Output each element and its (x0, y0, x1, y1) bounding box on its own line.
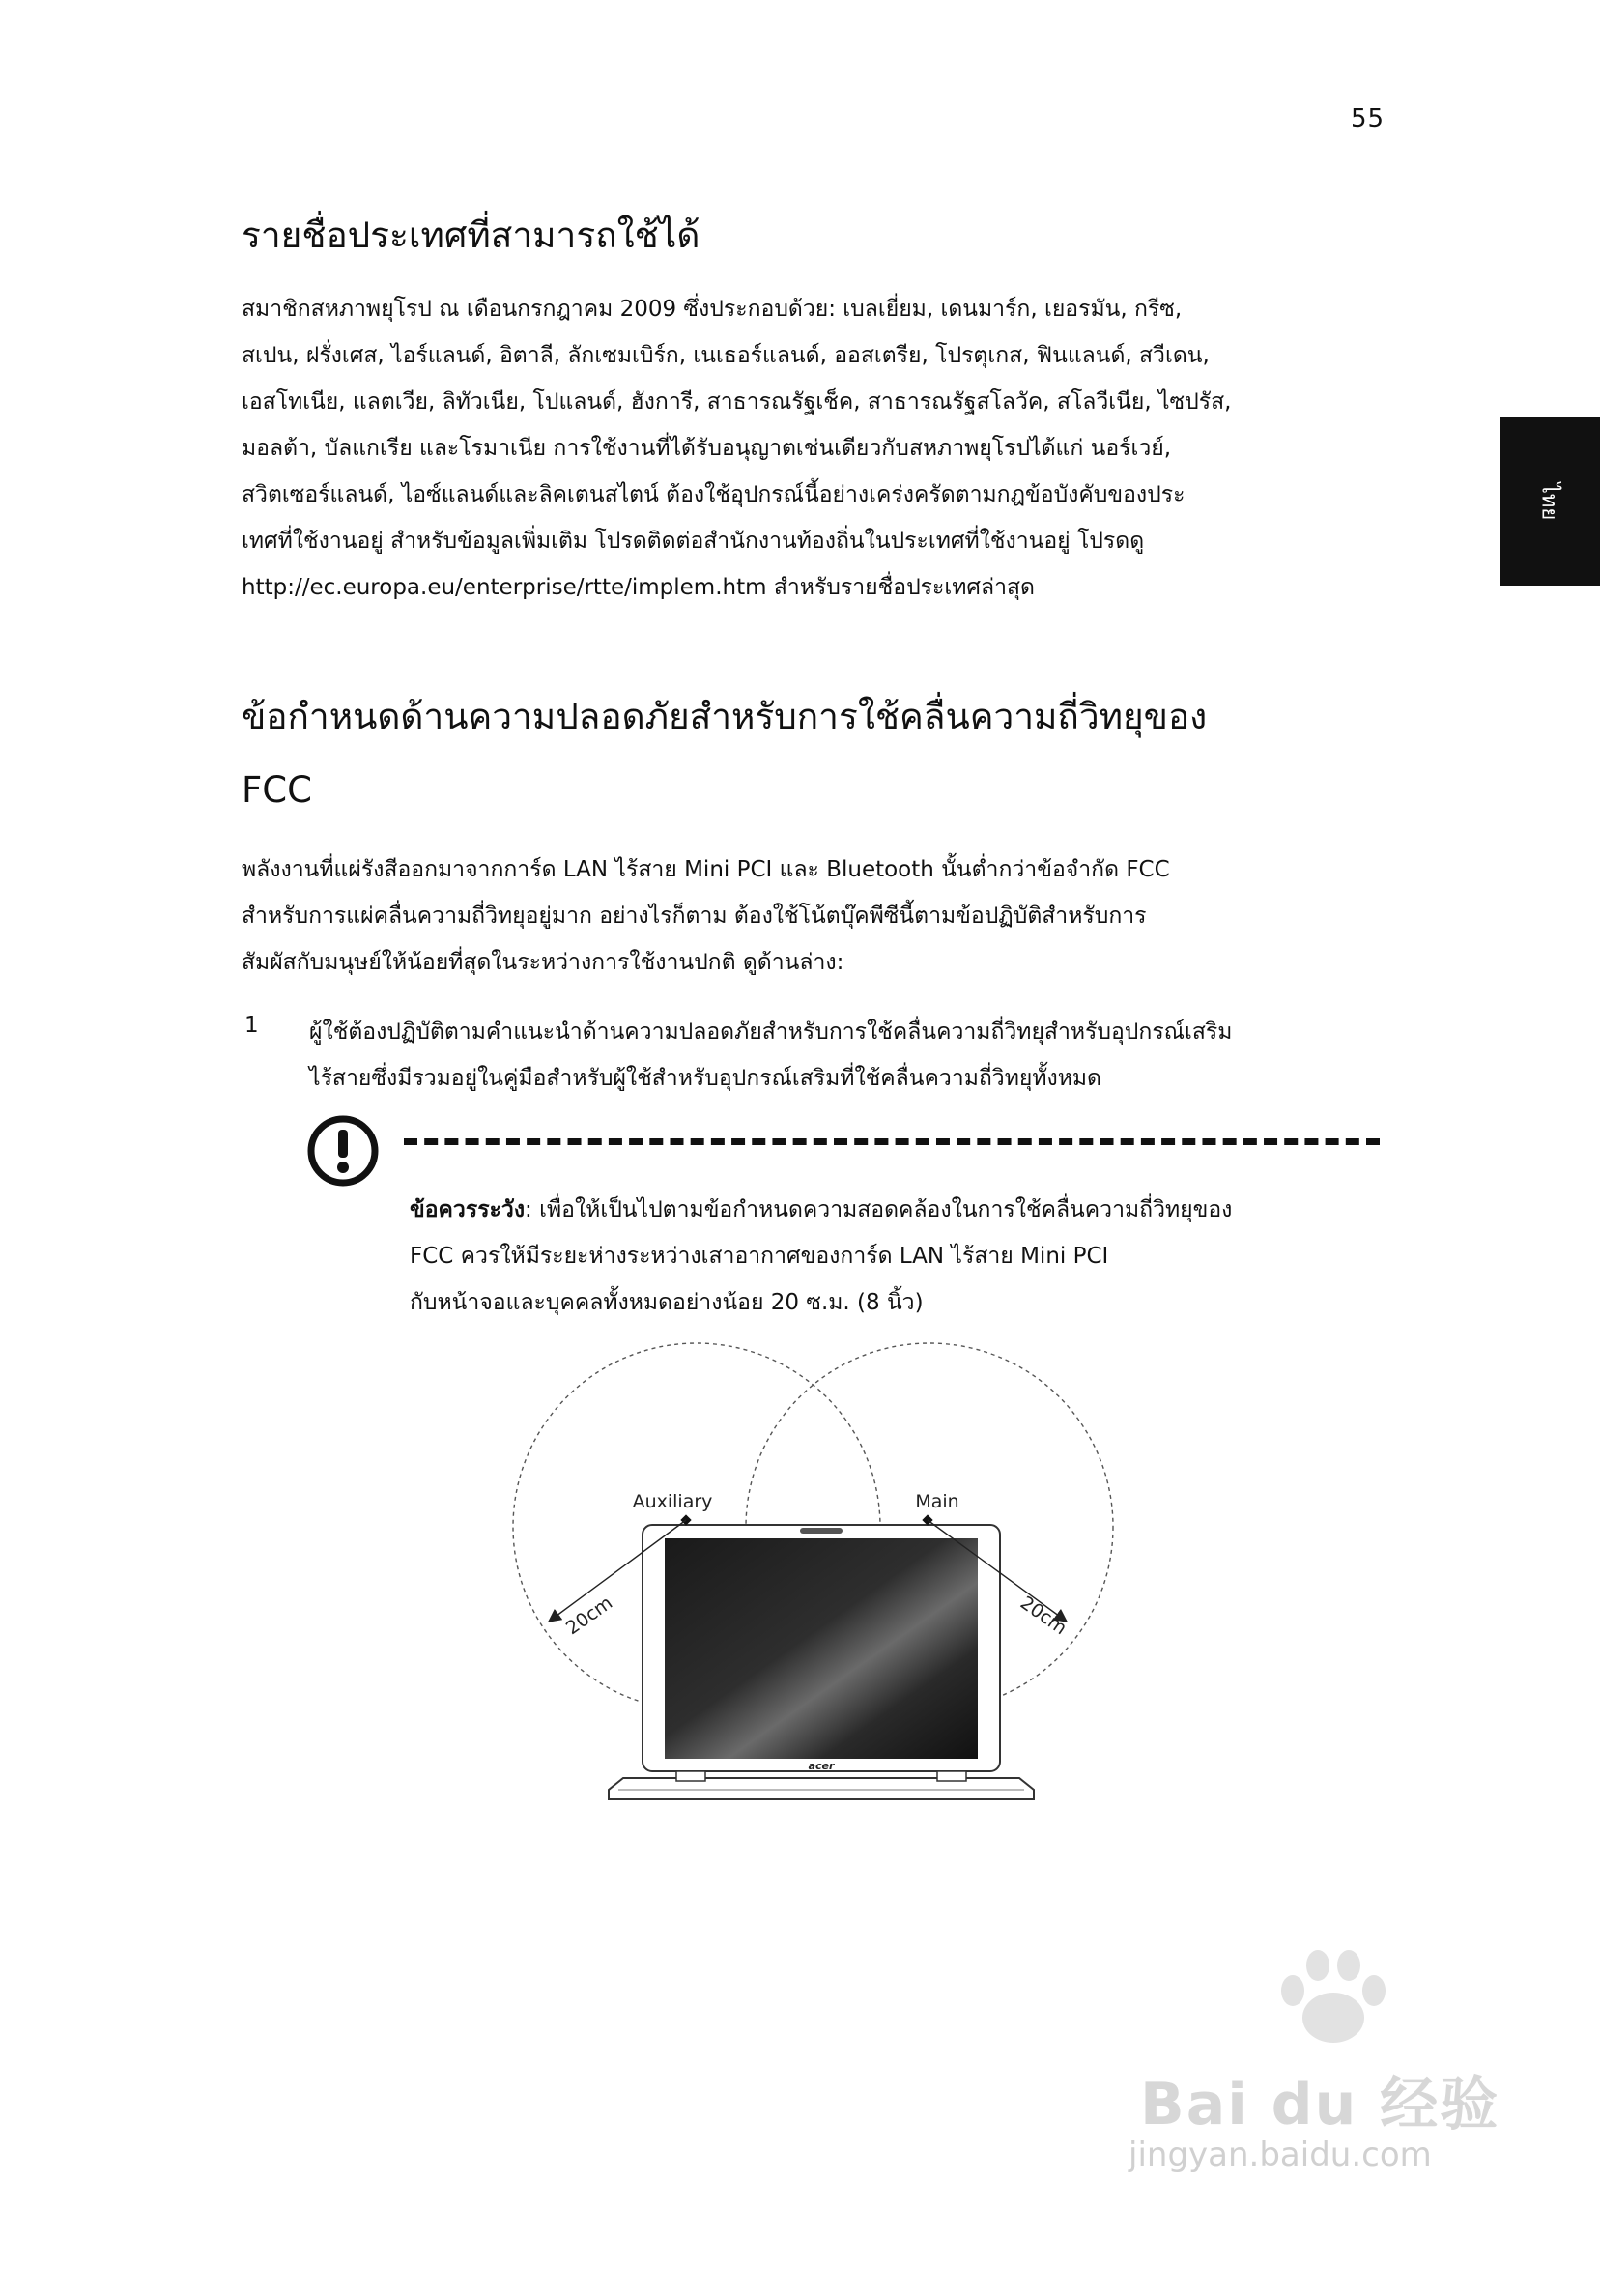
list-item-text (309, 1009, 1232, 1102)
paragraph-line: พลังงานที่แผ่รังสีออกมาจากการ์ด LAN ไร้สาย Mini PCI และ Bluetooth นั้นต่ำกว่าข้อจำกัด FCC (242, 857, 1170, 882)
caution-icon (305, 1113, 381, 1189)
watermark-url: jingyan.baidu.com (1129, 2136, 1432, 2174)
section-heading-rf-safety-fcc: FCC (242, 769, 312, 811)
paragraph-line: เอสโทเนีย, แลตเวีย, ลิทัวเนีย, โปแลนด์, ฮังการี, สาธารณรัฐเช็ค, สาธารณรัฐสโลวัค, สโลวีเนีย, ไซปรัส, (242, 389, 1232, 415)
country-list-paragraph (242, 286, 1231, 611)
caution-note (410, 1187, 1232, 1326)
right-distance-label: 20cm (1015, 1592, 1071, 1640)
list-item-line: ผู้ใช้ต้องปฏิบัติตามคำแนะนำด้านความปลอดภัยสำหรับการใช้คลื่นความถี่วิทยุสำหรับอุปกรณ์เสริม (309, 1019, 1233, 1045)
watermark-logo: Bai du 经验 (1140, 2071, 1500, 2138)
laptop-logo: acer (808, 1760, 835, 1772)
antenna-distance-diagram (493, 1334, 1150, 1817)
paw-icon (1266, 1942, 1401, 2058)
paragraph-line: เทศที่ใช้งานอยู่ สำหรับข้อมูลเพิ่มเติม โปรดติดต่อสำนักงานท้องถิ่นในประเทศที่ใช้งานอยู่ โปรดดู (242, 529, 1145, 554)
section-heading-rf-safety: ข้อกำหนดด้านความปลอดภัยสำหรับการใช้คลื่นความถี่วิทยุของ (242, 696, 1208, 737)
caution-line: FCC ควรให้มีระยะห่างระหว่างเสาอากาศของการ์ด LAN ไร้สาย Mini PCI (410, 1244, 1109, 1269)
rf-safety-paragraph (242, 847, 1170, 986)
paragraph-line: สัมผัสกับมนุษย์ให้น้อยที่สุดในระหว่างการใช้งานปกติ ดูด้านล่าง: (242, 950, 844, 975)
left-distance-label: 20cm (561, 1592, 617, 1640)
language-tab-label: ไทย (1536, 482, 1561, 521)
caution-line1-text: : เพื่อให้เป็นไปตามข้อกำหนดความสอดคล้องในการใช้คลื่นความถี่วิทยุของ (525, 1197, 1233, 1222)
paragraph-line: สเปน, ฝรั่งเศส, ไอร์แลนด์, อิตาลี, ลักเซมเบิร์ก, เนเธอร์แลนด์, ออสเตรีย, โปรตุเกส, ฟินแลนด์, สวีเดน, (242, 343, 1210, 368)
main-label: Main (915, 1491, 959, 1512)
paragraph-line: สวิตเซอร์แลนด์, ไอซ์แลนด์และลิคเตนสไตน์ ต้องใช้อุปกรณ์นี้อย่างเคร่งครัดตามกฎข้อบังคับของประ (242, 482, 1186, 507)
auxiliary-label: Auxiliary (632, 1491, 713, 1512)
list-item-number: 1 (244, 1013, 259, 1038)
baidu-watermark (1121, 1942, 1527, 2174)
paragraph-line: สมาชิกสหภาพยุโรป ณ เดือนกรกฎาคม 2009 ซึ่งประกอบด้วย: เบลเยี่ยม, เดนมาร์ก, เยอรมัน, กรีซ, (242, 297, 1183, 322)
paragraph-line: สำหรับการแผ่คลื่นความถี่วิทยุอยู่มาก อย่างไรก็ตาม ต้องใช้โน้ตบุ๊คพีซีนี้ตามข้อปฏิบัติสำหรับการ (242, 904, 1147, 929)
caution-label: ข้อควรระวัง (410, 1197, 526, 1222)
paragraph-line: มอลต้า, บัลแกเรีย และโรมาเนีย การใช้งานที่ได้รับอนุญาตเช่นเดียวกับสหภาพยุโรปได้แก่ นอร์เวย์, (242, 436, 1172, 461)
caution-line: กับหน้าจอและบุคคลทั้งหมดอย่างน้อย 20 ซ.ม. (8 นิ้ว) (410, 1290, 924, 1315)
laptop-illustration (609, 1525, 1034, 1799)
list-item-line: ไร้สายซึ่งมีรวมอยู่ในคู่มือสำหรับผู้ใช้สำหรับอุปกรณ์เสริมที่ใช้คลื่นความถี่วิทยุทั้งหมด (309, 1066, 1101, 1091)
caution-line (410, 1187, 1232, 1233)
caution-divider (404, 1138, 1380, 1145)
page-number: 55 (1351, 104, 1386, 133)
paragraph-line: http://ec.europa.eu/enterprise/rtte/implem.htm สำหรับรายชื่อประเทศล่าสุด (242, 575, 1035, 600)
section-heading-country-list: รายชื่อประเทศที่สามารถใช้ได้ (242, 215, 700, 256)
language-side-tab (1500, 417, 1600, 586)
